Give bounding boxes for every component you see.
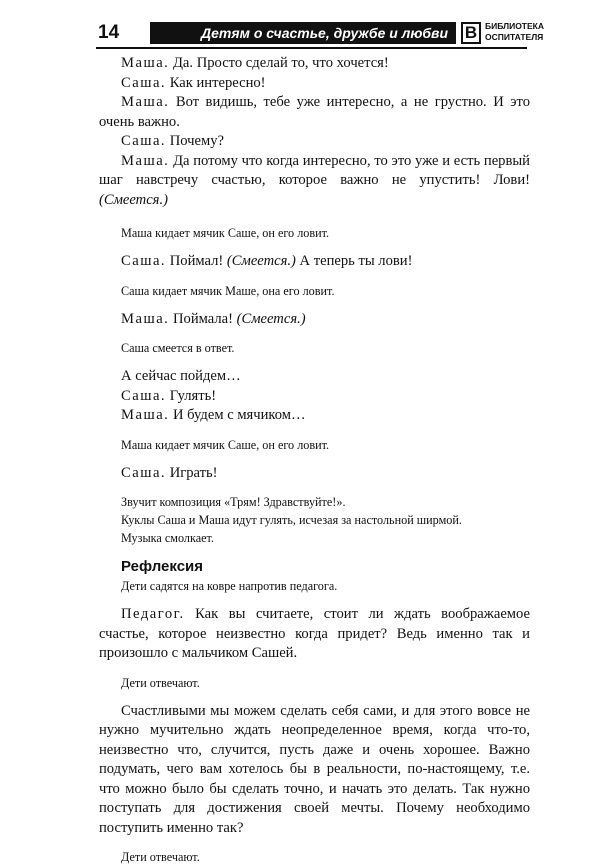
stage-direction: Звучит композиция «Трям! Здравствуйте!». <box>121 495 346 509</box>
series-name-line-1: БИБЛИОТЕКА <box>485 21 544 31</box>
dialogue-line: Саша. Играть! <box>121 464 218 481</box>
speaker: Маша. <box>121 152 170 169</box>
stage-direction: Куклы Саша и Маша идут гулять, исчезая за настольной ширмой. <box>121 513 462 527</box>
speaker: Маша. <box>121 407 170 423</box>
section-heading: Рефлексия <box>121 558 204 575</box>
page-number: 14 <box>98 22 120 43</box>
stage-direction: Маша кидает мячик Саше, он его ловит. <box>121 226 330 240</box>
dialogue-line: Маша. Поймала! (Смеется.) <box>121 310 306 327</box>
speaker: Педагог. <box>121 606 185 622</box>
dialogue-line: Саша. Поймал! (Смеется.) А теперь ты лови! <box>121 253 413 269</box>
stage-remark: (Смеется.) <box>226 253 296 269</box>
stage-direction: Дети отвечают. <box>121 850 200 864</box>
speaker: Маша. <box>121 55 170 71</box>
stage-direction: Саша кидает мячик Маше, она его ловит. <box>121 283 335 298</box>
speaker: Саша. <box>121 133 167 149</box>
stage-direction: Музыка смолкает. <box>121 531 214 545</box>
speaker: Маша. <box>121 94 170 110</box>
stage-direction: Саша смеется в ответ. <box>121 341 235 355</box>
dialogue-line: Маша. И будем с мячиком… <box>121 407 306 423</box>
stage-remark: (Смеется.) <box>99 191 168 208</box>
page-header <box>96 20 544 46</box>
page-body <box>99 54 530 866</box>
stage-direction: Дети отвечают. <box>121 675 200 690</box>
teacher-paragraph: Счастливыми мы можем сделать себя сами, и для этого вовсе не нужно мучительно ждать неопределенное время, когда что-то, неизвестно что, случится, пусть даже и очень хорошее. Важно подумать, чего вам хотелось бы в реальности, по-настоящему, т.е. что можно было бы сделать точно, и начать это делать. Так нужно поступать для достижения своей мечты. Почему необходимо поступить именно так? <box>99 702 530 836</box>
dialogue-line: Маша. Да. Просто сделай то, что хочется! <box>121 55 389 71</box>
series-logo-icon: В <box>461 22 481 44</box>
speaker: Саша. <box>121 387 167 404</box>
dialogue-line: А сейчас пойдем… <box>121 368 241 384</box>
speaker: Маша. <box>121 310 170 327</box>
teacher-paragraph: Педагог. Как вы считаете, стоит ли ждать воображаемое счастье, которое неизвестно когда придет? Ведь именно так и произошло с мальчиком Сашей. <box>99 606 530 661</box>
stage-direction: Дети садятся на ковре напротив педагога. <box>121 579 338 593</box>
running-title: Детям о счастье, дружбе и любви <box>150 22 456 44</box>
stage-remark: (Смеется.) <box>236 310 306 327</box>
dialogue-line: Маша. Вот видишь, тебе уже интересно, а не грустно. И это очень важно. <box>99 94 530 130</box>
series-name <box>485 21 555 43</box>
speaker: Саша. <box>121 74 167 91</box>
stage-direction: Маша кидает мячик Саше, он его ловит. <box>121 437 330 452</box>
dialogue-line: Саша. Как интересно! <box>121 74 266 91</box>
series-name-line-2: ОСПИТАТЕЛЯ <box>485 32 544 42</box>
dialogue-line: Маша. Да потому что когда интересно, то это уже и есть первый шаг навстречу счастью, которое важно не упустить! Лови! (Смеется.) <box>99 152 530 208</box>
dialogue-line: Саша. Почему? <box>121 133 225 149</box>
speaker: Саша. <box>121 464 167 481</box>
speaker: Саша. <box>121 253 167 269</box>
dialogue-line: Саша. Гулять! <box>121 387 217 404</box>
header-rule <box>96 47 527 49</box>
